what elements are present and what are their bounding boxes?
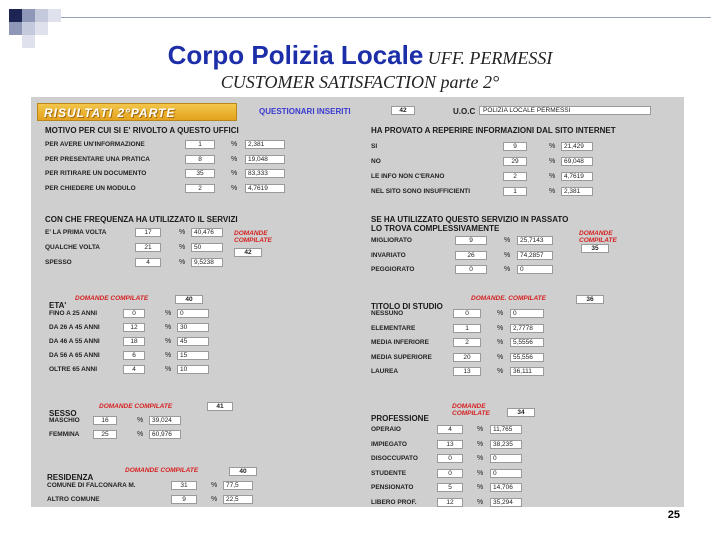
title-bold: Corpo Polizia Locale [167, 40, 424, 70]
row-label: SI [371, 143, 378, 150]
row-percent: 36,111 [510, 367, 544, 376]
row-label: ALTRO COMUNE [47, 496, 100, 503]
row-label: DA 26 A 45 ANNI [49, 324, 100, 331]
table-row [31, 425, 684, 436]
row-count: 2 [503, 172, 527, 181]
section-title: SE HA UTILIZZATO QUESTO SERVIZIO IN PASSATO [371, 215, 569, 224]
table-row [31, 367, 684, 378]
row-label: PENSIONATO [371, 484, 414, 491]
row-count: 1 [185, 140, 215, 149]
titolo-dc-label: DOMANDE. COMPILATE [471, 295, 546, 302]
row-count: 12 [437, 498, 463, 507]
table-row [31, 251, 684, 262]
row-percent: 40,476 [191, 228, 223, 237]
section-professione [371, 408, 429, 426]
table-row [31, 324, 684, 335]
professione-dc-value: 34 [507, 408, 535, 417]
percent-sign: % [231, 184, 238, 192]
row-percent: 0 [490, 469, 522, 478]
eta-dc-value: 40 [175, 295, 203, 304]
percent-sign: % [477, 498, 484, 506]
deco-square [22, 22, 35, 35]
row-label: DA 46 A 55 ANNI [49, 338, 100, 345]
percent-sign: % [165, 310, 172, 317]
table-row [31, 142, 684, 153]
row-count: 26 [455, 251, 487, 260]
page-number: 25 [667, 509, 680, 521]
deco-square [9, 22, 22, 35]
section-title-line2: LO TROVA COMPLESSIVAMENTE [371, 223, 500, 233]
row-count: 6 [123, 351, 145, 360]
sesso-dc-value: 41 [207, 402, 233, 411]
row-count: 1 [503, 187, 527, 196]
row-count: 21 [135, 243, 161, 252]
professione-dc-label: DOMANDE COMPILATE [452, 403, 490, 417]
row-label: SPESSO [45, 259, 72, 266]
table-row [31, 157, 684, 168]
row-label: FINO A 25 ANNI [49, 310, 98, 317]
eta-dc-label: DOMANDE COMPILATE [75, 295, 149, 302]
table-row [31, 454, 684, 465]
row-percent: 35,294 [490, 498, 522, 507]
row-label: PER CHIEDERE UN MODULO [45, 184, 136, 192]
row-count: 8 [185, 155, 215, 164]
section-passato [371, 216, 568, 234]
table-row [31, 481, 684, 492]
table-row [31, 440, 684, 451]
row-percent: 15 [177, 351, 209, 360]
passato-dc-label: DOMANDE COMPILATE [579, 230, 617, 244]
percent-sign: % [211, 496, 218, 503]
percent-sign: % [179, 259, 186, 266]
percent-sign: % [477, 440, 484, 448]
percent-sign: % [477, 455, 484, 462]
row-count: 4 [135, 258, 161, 267]
row-label: COMUNE DI FALCONARA M. [47, 482, 136, 489]
row-percent: 25,7143 [517, 236, 553, 245]
row-percent: 22,5 [223, 495, 253, 504]
section-frequenza [45, 216, 238, 225]
percent-sign: % [549, 143, 556, 150]
row-percent: 50 [191, 243, 223, 252]
row-count: 2 [185, 184, 215, 193]
row-label: MEDIA SUPERIORE [371, 353, 432, 361]
row-percent: 38,235 [490, 440, 522, 449]
row-label: LAUREA [371, 368, 399, 375]
uoc-label: U.O.C [453, 107, 476, 116]
row-label: DISOCCUPATO [371, 455, 418, 462]
percent-sign: % [165, 338, 172, 345]
row-count: 0 [453, 309, 481, 318]
residenza-dc-value: 40 [229, 467, 257, 476]
slide-title [0, 40, 720, 71]
row-count: 13 [453, 367, 481, 376]
percent-sign: % [497, 339, 504, 346]
titolo-dc-value: 36 [576, 295, 604, 304]
row-label: LIBERO PROF. [371, 498, 417, 506]
row-percent: 39,024 [149, 416, 181, 425]
section-title: HA PROVATO A REPERIRE INFORMAZIONI DAL SITO INTERNET [371, 126, 616, 135]
section-title: PROFESSIONE [371, 414, 429, 423]
percent-sign: % [497, 324, 504, 332]
row-percent: 2,381 [561, 187, 593, 196]
row-percent: 2,7778 [510, 324, 544, 333]
section-title: ETA' [49, 301, 67, 310]
frequenza-dc-value: 42 [234, 248, 262, 257]
banner-text: RISULTATI 2°PARTE [44, 106, 176, 120]
percent-sign: % [477, 484, 484, 491]
row-label: STUDENTE [371, 469, 407, 477]
row-count: 9 [455, 236, 487, 245]
row-count: 0 [123, 309, 145, 318]
title-rest: UFF. PERMESSI [427, 48, 553, 68]
percent-sign: % [549, 158, 556, 165]
row-label: IMPIEGATO [371, 440, 407, 448]
section-title: CON CHE FREQUENZA HA UTILIZZATO IL SERVIZI [45, 215, 238, 224]
row-percent: 77,5 [223, 481, 253, 490]
row-label: PEGGIORATO [371, 266, 415, 273]
section-title: TITOLO DI STUDIO [371, 302, 443, 311]
section-reperire [371, 127, 616, 136]
row-percent: 0 [490, 454, 522, 463]
percent-sign: % [549, 173, 556, 180]
row-label: PER PRESENTARE UNA PRATICA [45, 155, 150, 163]
row-label: MASCHIO [49, 417, 80, 424]
percent-sign: % [137, 417, 144, 424]
table-row [31, 495, 684, 506]
row-count: 17 [135, 228, 161, 237]
percent-sign: % [211, 482, 218, 489]
row-percent: 4,7619 [561, 172, 593, 181]
row-count: 20 [453, 353, 481, 362]
percent-sign: % [231, 141, 238, 148]
row-percent: 55,556 [510, 353, 544, 362]
row-percent: 10 [177, 365, 209, 374]
percent-sign: % [231, 155, 238, 163]
percent-sign: % [549, 188, 556, 195]
row-count: 13 [437, 440, 463, 449]
row-label: QUALCHE VOLTA [45, 244, 101, 251]
percent-sign: % [504, 237, 511, 244]
table-row [31, 338, 684, 349]
row-label: OPERAIO [371, 426, 401, 433]
row-count: 18 [123, 337, 145, 346]
row-label: PER RITIRARE UN DOCUMENTO [45, 170, 147, 177]
results-panel [31, 97, 684, 507]
row-percent: 14,706 [490, 483, 522, 492]
row-count: 31 [171, 481, 197, 490]
section-motivo [45, 127, 239, 136]
row-label: MEDIA INFERIORE [371, 339, 429, 346]
percent-sign: % [497, 310, 504, 317]
percent-sign: % [179, 229, 186, 236]
section-title: MOTIVO PER CUI SI E' RIVOLTO A QUESTO UFFICI [45, 126, 239, 135]
questionari-label: QUESTIONARI INSERITI [259, 107, 351, 116]
row-percent: 45 [177, 337, 209, 346]
row-count: 2 [453, 338, 481, 347]
percent-sign: % [477, 426, 484, 433]
row-label: DA 56 A 65 ANNI [49, 352, 100, 359]
row-label: INVARIATO [371, 251, 406, 259]
row-label: LE INFO NON C'ERANO [371, 173, 445, 180]
row-percent: 21,429 [561, 142, 593, 151]
questionari-value: 42 [391, 106, 415, 115]
percent-sign: % [179, 244, 186, 251]
deco-square [9, 9, 22, 22]
row-percent: 4,7619 [245, 184, 285, 193]
row-label: OLTRE 65 ANNI [49, 366, 98, 373]
percent-sign: % [165, 366, 172, 373]
residenza-dc-label: DOMANDE COMPILATE [125, 467, 199, 474]
percent-sign: % [504, 266, 511, 273]
table-row [31, 184, 684, 198]
row-percent: 74,2857 [517, 251, 553, 260]
percent-sign: % [477, 469, 484, 477]
percent-sign: % [231, 170, 238, 177]
results-banner [37, 103, 237, 121]
row-label: MIGLIORATO [371, 237, 412, 244]
row-label: PER AVERE UN'INFORMAZIONE [45, 141, 145, 148]
percent-sign: % [504, 251, 511, 259]
row-percent: 5,5556 [510, 338, 544, 347]
row-percent: 19,048 [245, 155, 285, 164]
row-percent: 0 [517, 265, 553, 274]
uoc-value: POLIZIA LOCALE PERMESSI [479, 106, 651, 115]
row-count: 35 [185, 169, 215, 178]
row-count: 9 [171, 495, 197, 504]
row-count: 1 [453, 324, 481, 333]
row-percent: 83,333 [245, 169, 285, 178]
row-percent: 11,765 [490, 425, 522, 434]
percent-sign: % [137, 431, 144, 438]
row-percent: 2,381 [245, 140, 285, 149]
percent-sign: % [165, 324, 172, 331]
percent-sign: % [497, 353, 504, 361]
table-row [31, 172, 684, 183]
deco-square [48, 9, 61, 22]
row-percent: 0 [177, 309, 209, 318]
slide-subtitle: CUSTOMER SATISFACTION parte 2° [220, 72, 500, 92]
table-row [31, 309, 684, 320]
deco-square [22, 9, 35, 22]
row-count: 16 [93, 416, 117, 425]
percent-sign: % [497, 368, 504, 375]
table-row [31, 265, 684, 276]
section-title: SESSO [49, 409, 77, 418]
deco-square [35, 22, 48, 35]
row-percent: 0 [510, 309, 544, 318]
table-row [31, 353, 684, 364]
frequenza-dc-label: DOMANDE COMPILATE [234, 230, 272, 244]
row-count: 12 [123, 323, 145, 332]
deco-line [61, 17, 711, 18]
row-label: NO [371, 158, 381, 165]
row-percent: 60,976 [149, 430, 181, 439]
row-percent: 69,048 [561, 157, 593, 166]
row-count: 9 [503, 142, 527, 151]
row-count: 0 [437, 469, 463, 478]
section-title: RESIDENZA [47, 473, 94, 482]
row-count: 5 [437, 483, 463, 492]
row-label: FEMMINA [49, 431, 80, 438]
row-count: 4 [123, 365, 145, 374]
sesso-dc-label: DOMANDE COMPILATE [99, 403, 173, 410]
row-percent: 30 [177, 323, 209, 332]
row-label: NESSUNO [371, 310, 404, 317]
row-label: E' LA PRIMA VOLTA [45, 229, 107, 236]
row-count: 0 [455, 265, 487, 274]
row-count: 25 [93, 430, 117, 439]
row-label: ELEMENTARE [371, 324, 416, 332]
row-label: NEL SITO SONO INSUFFICIENTI [371, 188, 471, 195]
row-count: 0 [437, 454, 463, 463]
row-count: 29 [503, 157, 527, 166]
row-percent: 9,5238 [191, 258, 223, 267]
passato-dc-value: 35 [581, 244, 609, 253]
percent-sign: % [165, 352, 172, 359]
deco-square [35, 9, 48, 22]
table-row [31, 236, 684, 247]
row-count: 4 [437, 425, 463, 434]
